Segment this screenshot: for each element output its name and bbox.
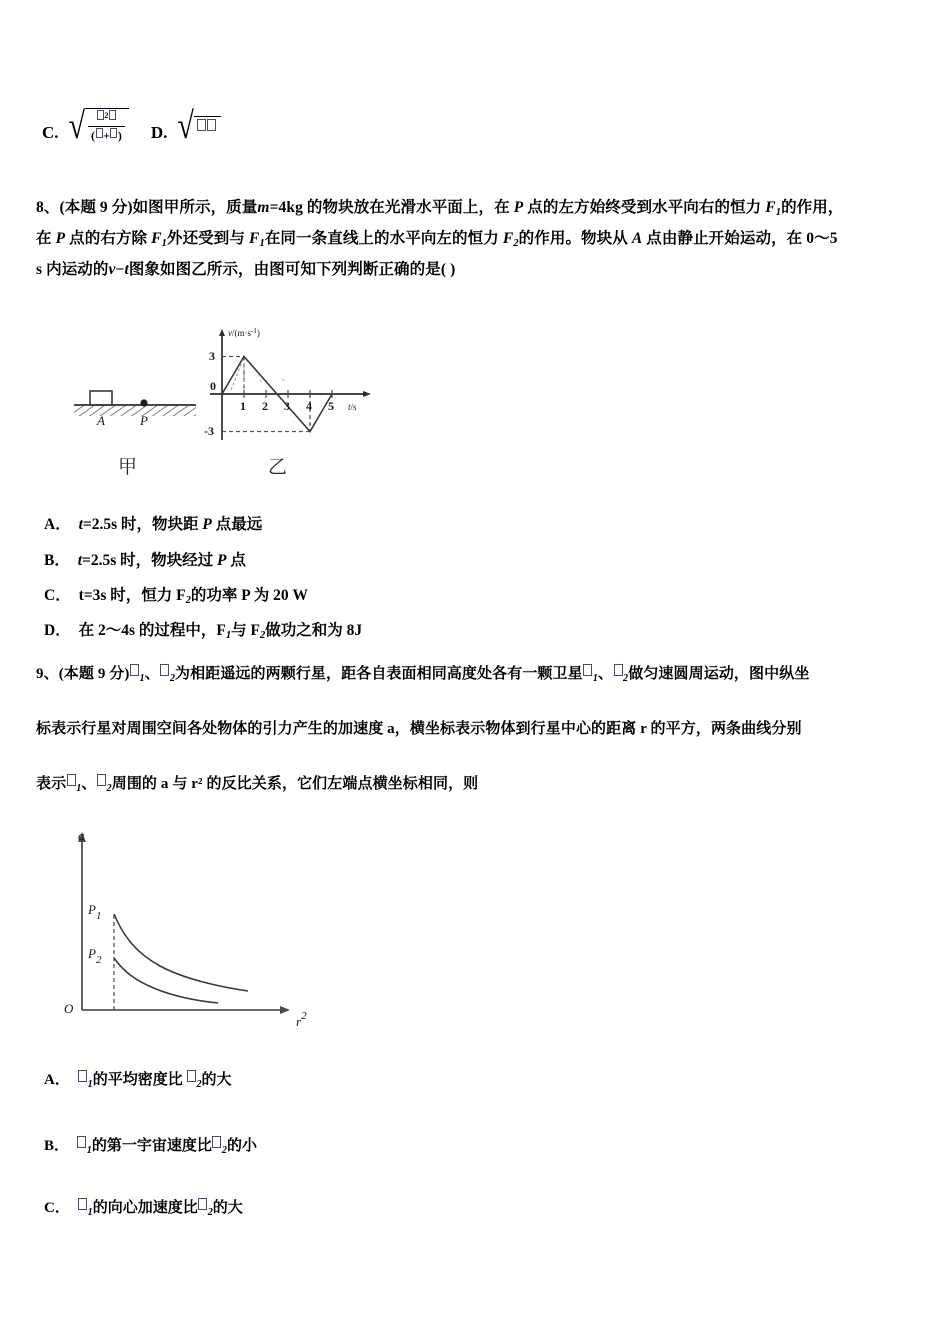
q8-force-f1-c: F [248, 230, 260, 247]
x-tick-label-1: 1 [240, 399, 246, 413]
q8-l2-e: 的作用。物块从 [518, 230, 628, 247]
question8-line2 [36, 227, 838, 252]
figure-yi-caption: 乙 [268, 457, 288, 478]
q8-option-a-label: A． [44, 516, 71, 533]
radical-sign-icon: √ [177, 105, 194, 148]
figure-jia-caption: 甲 [118, 457, 138, 478]
q8-force-f1-b: F [151, 230, 162, 247]
q9-option-c-text-a: 的向心加速度比 [92, 1200, 198, 1216]
q8-option-d-f1-sub: 1 [225, 629, 232, 641]
planet-glyph-4 [97, 774, 106, 786]
q8-option-d-f2: F [250, 622, 260, 639]
q8-force-f2: F [502, 230, 514, 247]
q8-l2-b: 点的右方除 [69, 230, 148, 247]
label-p1: $P_1$ [88, 902, 102, 922]
q8-option-c-force: F [176, 587, 186, 604]
q8-force-f1-b-sub: 1 [161, 237, 167, 249]
option-c-formula [42, 105, 129, 148]
q9-l1-b: 为相距遥远的两颗行星，距各自表面相同高度处各有一颗卫星 [175, 666, 583, 682]
q8-option-d-f1: F [216, 622, 226, 639]
x-axis-arrow [280, 1006, 290, 1014]
planet-3-sub: 1 [76, 782, 82, 794]
option-c-label: C. [42, 123, 59, 143]
planet-glyph-a1 [78, 1070, 87, 1082]
planet-2-sub: 2 [169, 672, 176, 684]
q8-option-a[interactable]: A． t=2.5s 时，物块距 P 点最远 [44, 516, 263, 533]
origin-label: O [64, 1001, 74, 1016]
question9-line3: 表示 $_1$、 $_2$周围的 a 与 r² 的反比关系，它们左端点横坐标相同，则 [36, 776, 479, 794]
planet-glyph-b2 [212, 1136, 221, 1148]
x-tick-label-5: 5 [328, 399, 334, 413]
planet-glyph-c2 [198, 1198, 207, 1210]
label-p2: $P_2$ [88, 946, 102, 966]
satellite-1-sub: 1 [592, 672, 598, 684]
q9-c-sub2: 2 [207, 1206, 213, 1218]
q9-a-sub1: 1 [87, 1078, 93, 1090]
q8-option-c-force-sub: 2 [185, 594, 191, 606]
satellite-2-sub: 2 [623, 672, 629, 684]
question9-points: (本题 9 分) [58, 666, 130, 682]
q8-t-var: t [124, 261, 129, 278]
question9-number: 9、 [36, 666, 59, 682]
question9-line1: 9、(本题 9 分) $_1$、 $_2$为相距遥远的两颗行星，距各自表面相同高度处各有一颗卫星 $_1$、 $_2$做匀速圆周运动，图中纵坐 [36, 666, 810, 684]
q8-option-c-pre: t=3s 时，恒力 [78, 587, 177, 604]
x-tick-label-3: 3 [284, 399, 290, 413]
q8-v-var: v [108, 261, 116, 278]
q8-l2-d: 在同一条直线上的水平向左的恒力 [264, 230, 499, 247]
q9-c-sub1: 1 [87, 1206, 93, 1218]
planet-glyph-3 [67, 774, 76, 786]
fraction-numerator: 2 [88, 110, 125, 127]
q9-option-b-label: B． [44, 1138, 70, 1154]
q8-l2-a: 在 [36, 230, 52, 247]
q9-option-a-label: A． [44, 1072, 70, 1088]
q9-option-c[interactable] [44, 1196, 243, 1218]
x-tick-label-4: 4 [306, 399, 312, 413]
q8-mass-var: m [257, 199, 270, 216]
q8-l3-b: 图象如图乙所示，由图可知下列判断正确的是( ) [128, 261, 456, 278]
q8-point-p-1: P [513, 199, 524, 216]
fraction-denominator: ( + ) [91, 128, 122, 143]
curve-p1 [114, 914, 248, 991]
sqrt-group-d [177, 105, 220, 148]
q9-option-b-text-a: 的第一宇宙速度比 [91, 1138, 212, 1154]
q9-b-sub2: 2 [221, 1144, 227, 1156]
ground-hatching [74, 405, 196, 416]
planet-4-sub: 2 [106, 782, 112, 794]
q8-option-c[interactable] [44, 583, 308, 606]
annotation-stroke-3 [260, 380, 262, 382]
planet-glyph-a2 [187, 1070, 196, 1082]
q9-option-b-text-b: 的小 [226, 1138, 257, 1154]
q8-force-f1-c-sub: 1 [259, 237, 265, 249]
planet-1-sub: 1 [139, 672, 145, 684]
label-point-p: P [140, 413, 148, 428]
q8-l1-d: 的作用， [781, 199, 844, 216]
y-tick-label-neg3: -3 [204, 424, 214, 438]
q9-l1-c: 做匀速圆周运动，图中纵坐 [628, 666, 810, 682]
q8-option-c-label: C． [44, 587, 71, 604]
q9-a-sub2: 2 [196, 1078, 202, 1090]
q8-option-d-pre: 在 2～4s 的过程中， [78, 622, 217, 639]
sqrt-group-c [68, 105, 129, 148]
planet-glyph-c1 [78, 1198, 87, 1210]
planet-glyph-2 [160, 664, 169, 676]
q9-l3-a: 表示 [36, 776, 67, 792]
question8-line1 [36, 196, 843, 221]
q8-option-d-post: 做功之和为 8J [265, 622, 363, 639]
question8-points: (本题 9 分) [59, 199, 133, 216]
q8-option-c-post: 的功率 P 为 20 W [190, 587, 308, 604]
q9-b-sub1: 1 [86, 1144, 92, 1156]
q8-l1-c: 点的左方始终受到水平向右的恒力 [527, 199, 762, 216]
option-d-label: D. [150, 123, 168, 143]
q8-point-p-2: P [55, 230, 66, 247]
planet-glyph-b1 [77, 1136, 86, 1148]
x-axis-label: $r^2$ [296, 1010, 307, 1029]
radical-sign-icon: √ [68, 105, 85, 148]
q8-l2-c: 外还受到与 [166, 230, 245, 247]
q8-l1-a: 如图甲所示，质量 [132, 199, 258, 216]
option-d-formula [150, 105, 221, 148]
x-tick-label-2: 2 [262, 399, 268, 413]
point-p-dot [140, 399, 147, 406]
q8-force-f2-sub: 2 [513, 237, 519, 249]
radicand-c [85, 108, 129, 143]
satellite-glyph-1 [583, 664, 592, 676]
q8-option-b-label: B． [44, 552, 70, 569]
block-shape [90, 391, 112, 405]
q8-option-d-label: D． [44, 622, 71, 639]
question8-line3 [36, 258, 455, 281]
figure-a-r2-graph [52, 818, 352, 1033]
curve-p2 [114, 958, 218, 1003]
q9-option-c-text-b: 的大 [212, 1200, 243, 1216]
top-formula-options [42, 105, 221, 148]
q8-l3-dash: − [115, 261, 125, 278]
question9-line2: 标表示行星对周围空间各处物体的引力产生的加速度 a，横坐标表示物体到行星中心的距离 r 的平方，两条曲线分别 [36, 721, 802, 737]
planet-glyph-1 [130, 664, 139, 676]
y-axis-arrow [219, 329, 225, 336]
y-axis-label: a [78, 828, 85, 843]
q8-l2-f: 点由静止开始运动，在 0～5 [646, 230, 838, 247]
q8-force-f1-sub: 1 [775, 206, 782, 218]
q8-option-d[interactable] [44, 618, 362, 641]
radicand-d [194, 116, 221, 143]
q9-option-a-text-a: 的平均密度比 [92, 1072, 183, 1088]
fraction-c [88, 110, 125, 143]
q8-point-a: A [631, 230, 643, 247]
x-axis-arrow [363, 391, 371, 397]
figure-yi-vt-graph [198, 322, 378, 450]
q9-option-a[interactable] [44, 1068, 232, 1090]
x-axis-title: t/s [348, 402, 357, 412]
q9-l3-b: 周围的 a 与 r² 的反比关系，它们左端点横坐标相同，则 [111, 776, 479, 792]
satellite-glyph-2 [614, 664, 623, 676]
figure-jia-block-on-surface [70, 378, 200, 440]
q9-option-c-label: C． [44, 1200, 70, 1216]
y-axis-title: $v/(m\cdot s^{-1})$ [228, 327, 260, 338]
annotation-stroke-4 [282, 379, 285, 381]
label-point-a: A [97, 413, 105, 428]
question8-number: 8、 [36, 199, 60, 216]
q8-option-d-f2-sub: 2 [259, 629, 266, 641]
q9-option-a-text-b: 的大 [201, 1072, 232, 1088]
q8-option-d-mid: 与 [231, 622, 251, 639]
q8-l1-b: =4kg 的物块放在光滑水平面上，在 [269, 199, 510, 216]
q8-option-b[interactable]: B． t=2.5s 时，物块经过 P 点 [44, 552, 246, 569]
y-tick-label-3: 3 [209, 349, 215, 363]
origin-label: 0 [210, 379, 216, 393]
q8-force-f1: F [765, 199, 776, 216]
q9-option-b[interactable] [44, 1134, 257, 1156]
q8-l3-a: s 内运动的 [36, 261, 109, 278]
